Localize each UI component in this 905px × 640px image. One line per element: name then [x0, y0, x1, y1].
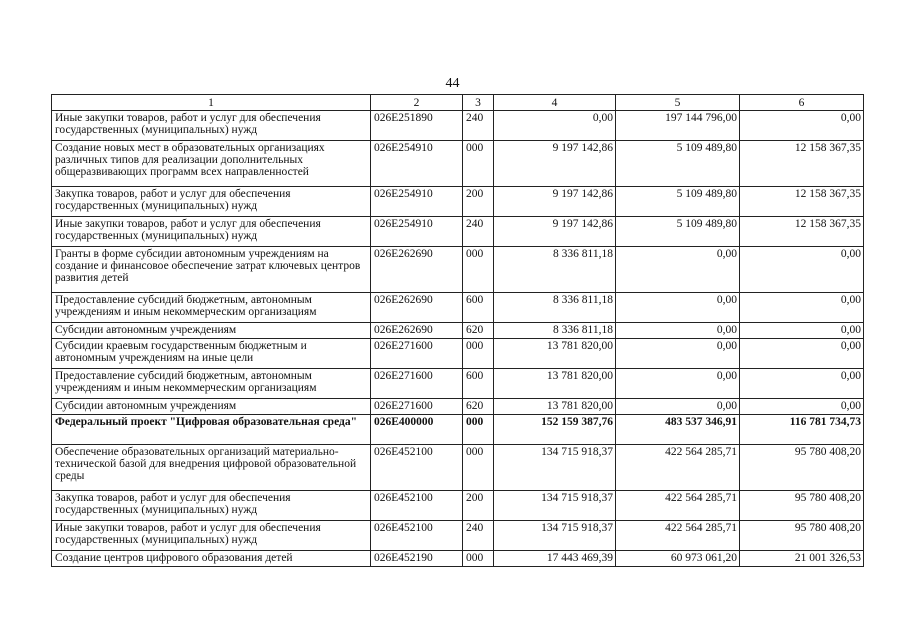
row-value-col6: 0,00 — [740, 293, 864, 323]
row-name-cell: Гранты в форме субсидии автономным учреждениям на создание и финансовое обеспечение затрат ключевых центров развития детей — [52, 247, 371, 293]
row-value-col5: 422 564 285,71 — [616, 491, 740, 521]
row-value-col6: 95 780 408,20 — [740, 445, 864, 491]
row-code-cell: 026E262690 — [371, 323, 463, 339]
row-value-col6: 0,00 — [740, 247, 864, 293]
row-kvr-cell: 000 — [463, 445, 494, 491]
row-value-col6: 116 781 734,73 — [740, 415, 864, 445]
row-value-col5: 5 109 489,80 — [616, 141, 740, 187]
row-value-col5: 0,00 — [616, 369, 740, 399]
row-value-col6: 0,00 — [740, 369, 864, 399]
row-code-cell: 026E452100 — [371, 491, 463, 521]
table-row — [52, 111, 864, 141]
row-code-cell: 026E400000 — [371, 415, 463, 445]
row-kvr-cell: 000 — [463, 415, 494, 445]
row-value-col4: 134 715 918,37 — [494, 521, 616, 551]
row-value-col5: 5 109 489,80 — [616, 217, 740, 247]
table-row — [52, 247, 864, 293]
row-value-col6: 0,00 — [740, 323, 864, 339]
row-kvr-cell: 000 — [463, 551, 494, 567]
row-value-col6: 0,00 — [740, 339, 864, 369]
header-col-3: 3 — [463, 95, 494, 111]
row-value-col5: 0,00 — [616, 247, 740, 293]
row-code-cell: 026E271600 — [371, 399, 463, 415]
row-value-col5: 0,00 — [616, 339, 740, 369]
row-name-cell: Иные закупки товаров, работ и услуг для обеспечения государственных (муниципальных) нужд — [52, 217, 371, 247]
table-row — [52, 369, 864, 399]
row-value-col5: 483 537 346,91 — [616, 415, 740, 445]
row-value-col5: 422 564 285,71 — [616, 521, 740, 551]
row-kvr-cell: 240 — [463, 217, 494, 247]
header-col-4: 4 — [494, 95, 616, 111]
table-row — [52, 323, 864, 339]
row-kvr-cell: 240 — [463, 111, 494, 141]
row-value-col4: 9 197 142,86 — [494, 187, 616, 217]
row-name-cell: Субсидии автономным учреждениям — [52, 323, 371, 339]
row-value-col4: 0,00 — [494, 111, 616, 141]
row-kvr-cell: 200 — [463, 187, 494, 217]
row-value-col5: 0,00 — [616, 323, 740, 339]
row-name-cell: Обеспечение образовательных организаций материально-технической базой для внедрения цифровой образовательной среды — [52, 445, 371, 491]
row-name-cell: Закупка товаров, работ и услуг для обеспечения государственных (муниципальных) нужд — [52, 491, 371, 521]
row-kvr-cell: 000 — [463, 247, 494, 293]
row-value-col5: 60 973 061,20 — [616, 551, 740, 567]
row-value-col4: 17 443 469,39 — [494, 551, 616, 567]
table-row — [52, 521, 864, 551]
row-kvr-cell: 600 — [463, 293, 494, 323]
row-value-col4: 13 781 820,00 — [494, 339, 616, 369]
row-kvr-cell: 620 — [463, 399, 494, 415]
header-col-2: 2 — [371, 95, 463, 111]
row-value-col6: 0,00 — [740, 111, 864, 141]
row-code-cell: 026E254910 — [371, 217, 463, 247]
row-name-cell: Федеральный проект "Цифровая образовательная среда" — [52, 415, 371, 445]
header-col-5: 5 — [616, 95, 740, 111]
row-code-cell: 026E251890 — [371, 111, 463, 141]
row-value-col4: 8 336 811,18 — [494, 323, 616, 339]
table-row — [52, 339, 864, 369]
table-row — [52, 293, 864, 323]
row-kvr-cell: 000 — [463, 339, 494, 369]
table-row — [52, 491, 864, 521]
row-value-col5: 5 109 489,80 — [616, 187, 740, 217]
row-code-cell: 026E262690 — [371, 293, 463, 323]
row-code-cell: 026E254910 — [371, 141, 463, 187]
header-col-1: 1 — [52, 95, 371, 111]
row-value-col5: 0,00 — [616, 399, 740, 415]
row-name-cell: Иные закупки товаров, работ и услуг для обеспечения государственных (муниципальных) нужд — [52, 521, 371, 551]
row-value-col6: 95 780 408,20 — [740, 521, 864, 551]
row-value-col4: 134 715 918,37 — [494, 445, 616, 491]
row-value-col6: 12 158 367,35 — [740, 187, 864, 217]
row-value-col5: 0,00 — [616, 293, 740, 323]
row-kvr-cell: 200 — [463, 491, 494, 521]
row-code-cell: 026E262690 — [371, 247, 463, 293]
row-value-col4: 8 336 811,18 — [494, 293, 616, 323]
row-name-cell: Закупка товаров, работ и услуг для обеспечения государственных (муниципальных) нужд — [52, 187, 371, 217]
table-row — [52, 415, 864, 445]
table-row — [52, 141, 864, 187]
row-name-cell: Предоставление субсидий бюджетным, автономным учреждениям и иным некоммерческим организациям — [52, 369, 371, 399]
table-row — [52, 399, 864, 415]
row-code-cell: 026E271600 — [371, 369, 463, 399]
row-value-col6: 12 158 367,35 — [740, 141, 864, 187]
page-number: 44 — [445, 76, 460, 91]
row-name-cell: Предоставление субсидий бюджетным, автономным учреждениям и иным некоммерческим организациям — [52, 293, 371, 323]
row-name-cell: Создание центров цифрового образования детей — [52, 551, 371, 567]
header-col-6: 6 — [740, 95, 864, 111]
table-row — [52, 445, 864, 491]
row-value-col4: 9 197 142,86 — [494, 141, 616, 187]
row-kvr-cell: 000 — [463, 141, 494, 187]
row-name-cell: Субсидии краевым государственным бюджетным и автономным учреждениям на иные цели — [52, 339, 371, 369]
row-value-col4: 152 159 387,76 — [494, 415, 616, 445]
row-value-col5: 197 144 796,00 — [616, 111, 740, 141]
row-code-cell: 026E254910 — [371, 187, 463, 217]
row-value-col6: 12 158 367,35 — [740, 217, 864, 247]
row-kvr-cell: 240 — [463, 521, 494, 551]
row-value-col6: 0,00 — [740, 399, 864, 415]
table-body — [52, 111, 864, 567]
header-row — [52, 95, 864, 111]
row-name-cell: Субсидии автономным учреждениям — [52, 399, 371, 415]
table-row — [52, 217, 864, 247]
row-value-col4: 134 715 918,37 — [494, 491, 616, 521]
row-kvr-cell: 600 — [463, 369, 494, 399]
row-name-cell: Иные закупки товаров, работ и услуг для обеспечения государственных (муниципальных) нужд — [52, 111, 371, 141]
row-name-cell: Создание новых мест в образовательных организациях различных типов для реализации дополнительных общеразвивающих программ всех направленностей — [52, 141, 371, 187]
row-code-cell: 026E452100 — [371, 445, 463, 491]
row-value-col5: 422 564 285,71 — [616, 445, 740, 491]
table-header — [52, 95, 864, 111]
row-value-col4: 13 781 820,00 — [494, 369, 616, 399]
row-value-col4: 13 781 820,00 — [494, 399, 616, 415]
budget-table — [51, 94, 864, 567]
table-row — [52, 551, 864, 567]
table-row — [52, 187, 864, 217]
row-value-col4: 8 336 811,18 — [494, 247, 616, 293]
row-value-col6: 21 001 326,53 — [740, 551, 864, 567]
row-value-col6: 95 780 408,20 — [740, 491, 864, 521]
row-kvr-cell: 620 — [463, 323, 494, 339]
row-code-cell: 026E271600 — [371, 339, 463, 369]
row-code-cell: 026E452190 — [371, 551, 463, 567]
row-code-cell: 026E452100 — [371, 521, 463, 551]
row-value-col4: 9 197 142,86 — [494, 217, 616, 247]
